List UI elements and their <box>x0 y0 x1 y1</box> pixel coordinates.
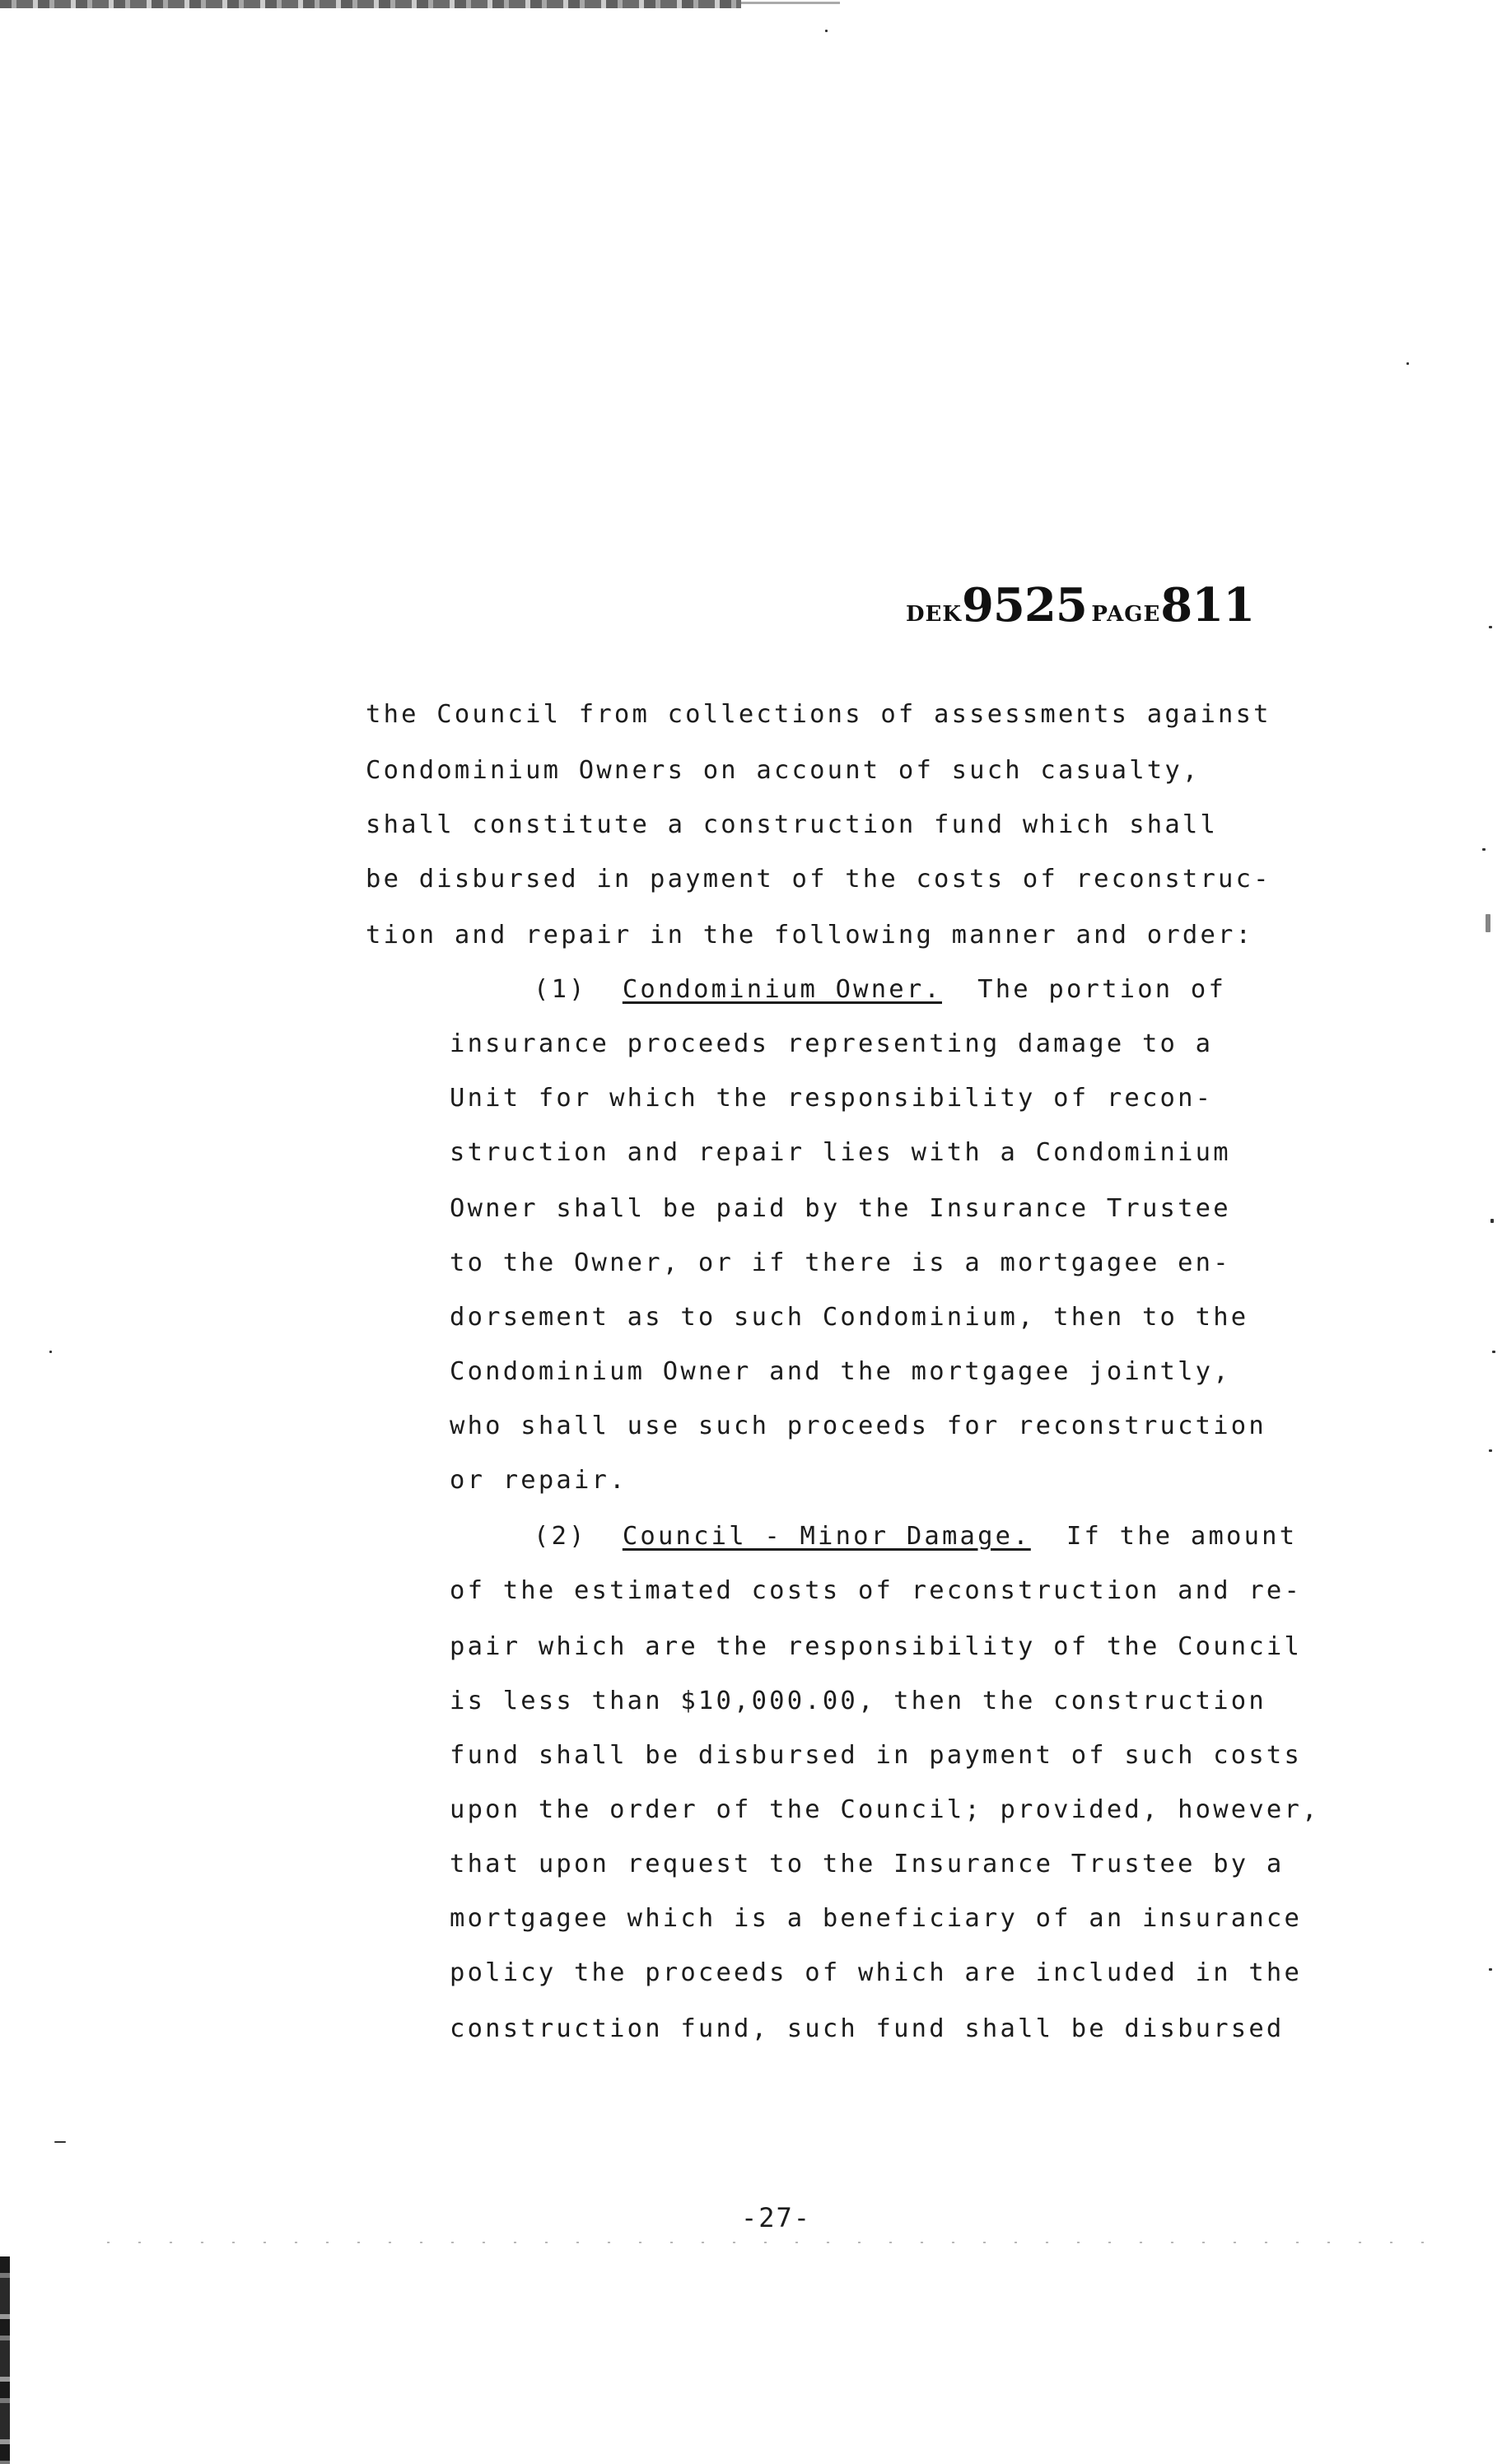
text-line: Condominium Owners on account of such casualty, <box>366 756 1201 785</box>
item2-heading: Council - Minor Damage. <box>622 1522 1031 1551</box>
book-label: DEK <box>906 602 962 627</box>
item2-first-line <box>534 1520 1297 1553</box>
scan-speck <box>1489 1968 1492 1971</box>
deed-book-page-reference <box>906 578 1255 637</box>
item1-heading: Condominium Owner. <box>622 975 942 1004</box>
text-line: or repair. <box>450 1466 627 1495</box>
text-line: fund shall be disbursed in payment of such costs <box>450 1741 1303 1770</box>
scan-dotted-rule-artifact <box>107 2242 1425 2243</box>
book-number: 9525 <box>961 578 1087 632</box>
text-line: who shall use such proceeds for reconstruction <box>450 1412 1266 1440</box>
page-label: PAGE <box>1091 602 1161 627</box>
text-line: insurance proceeds representing damage to a <box>450 1029 1214 1058</box>
text-line: construction fund, such fund shall be disbursed <box>450 2014 1285 2043</box>
text-line: Condominium Owner and the mortgagee jointly, <box>450 1357 1231 1386</box>
scan-left-edge-artifact <box>0 2256 10 2464</box>
item1-first-line-rest: The portion of <box>977 975 1227 1004</box>
text-line: that upon request to the Insurance Trustee by a <box>450 1850 1285 1878</box>
text-line: upon the order of the Council; provided, however, <box>450 1795 1320 1824</box>
text-line: struction and repair lies with a Condominium <box>450 1138 1231 1167</box>
text-line: Unit for which the responsibility of recon- <box>450 1084 1214 1113</box>
text-line: to the Owner, or if there is a mortgagee en- <box>450 1248 1231 1277</box>
item2-first-line-rest: If the amount <box>1066 1522 1298 1551</box>
scan-speck <box>1492 1351 1495 1353</box>
scan-speck <box>1406 362 1409 365</box>
scan-speck <box>49 1351 52 1353</box>
item1-number: (1) <box>534 975 587 1004</box>
text-line: tion and repair in the following manner and order: <box>366 921 1254 950</box>
scan-top-edge-artifact <box>0 0 741 8</box>
scan-speck <box>825 30 828 32</box>
text-line: of the estimated costs of reconstruction and re- <box>450 1576 1303 1605</box>
text-line: be disbursed in payment of the costs of reconstruc- <box>366 865 1271 894</box>
scan-speck <box>1490 1219 1494 1223</box>
page-number-footer: -27- <box>741 2202 812 2233</box>
text-line: shall constitute a construction fund which shall <box>366 810 1219 839</box>
text-line: the Council from collections of assessments against <box>366 700 1271 729</box>
text-line: pair which are the responsibility of the Council <box>450 1632 1303 1661</box>
text-line: is less than $10,000.00, then the construction <box>450 1687 1266 1715</box>
scan-speck <box>1486 914 1490 932</box>
scan-speck <box>1482 848 1486 851</box>
text-line: Owner shall be paid by the Insurance Trustee <box>450 1194 1231 1223</box>
text-line: policy the proceeds of which are included in the <box>450 1958 1303 1987</box>
item2-number: (2) <box>534 1522 587 1551</box>
scan-speck <box>1489 1449 1492 1452</box>
scan-speck <box>54 2141 66 2143</box>
text-line: dorsement as to such Condominium, then to the <box>450 1303 1249 1332</box>
page-number-header: 811 <box>1160 578 1255 632</box>
item1-first-line <box>534 973 1226 1006</box>
scan-speck <box>1489 626 1492 628</box>
scan-top-edge-artifact-faint <box>741 2 840 4</box>
text-line: mortgagee which is a beneficiary of an insurance <box>450 1904 1303 1933</box>
